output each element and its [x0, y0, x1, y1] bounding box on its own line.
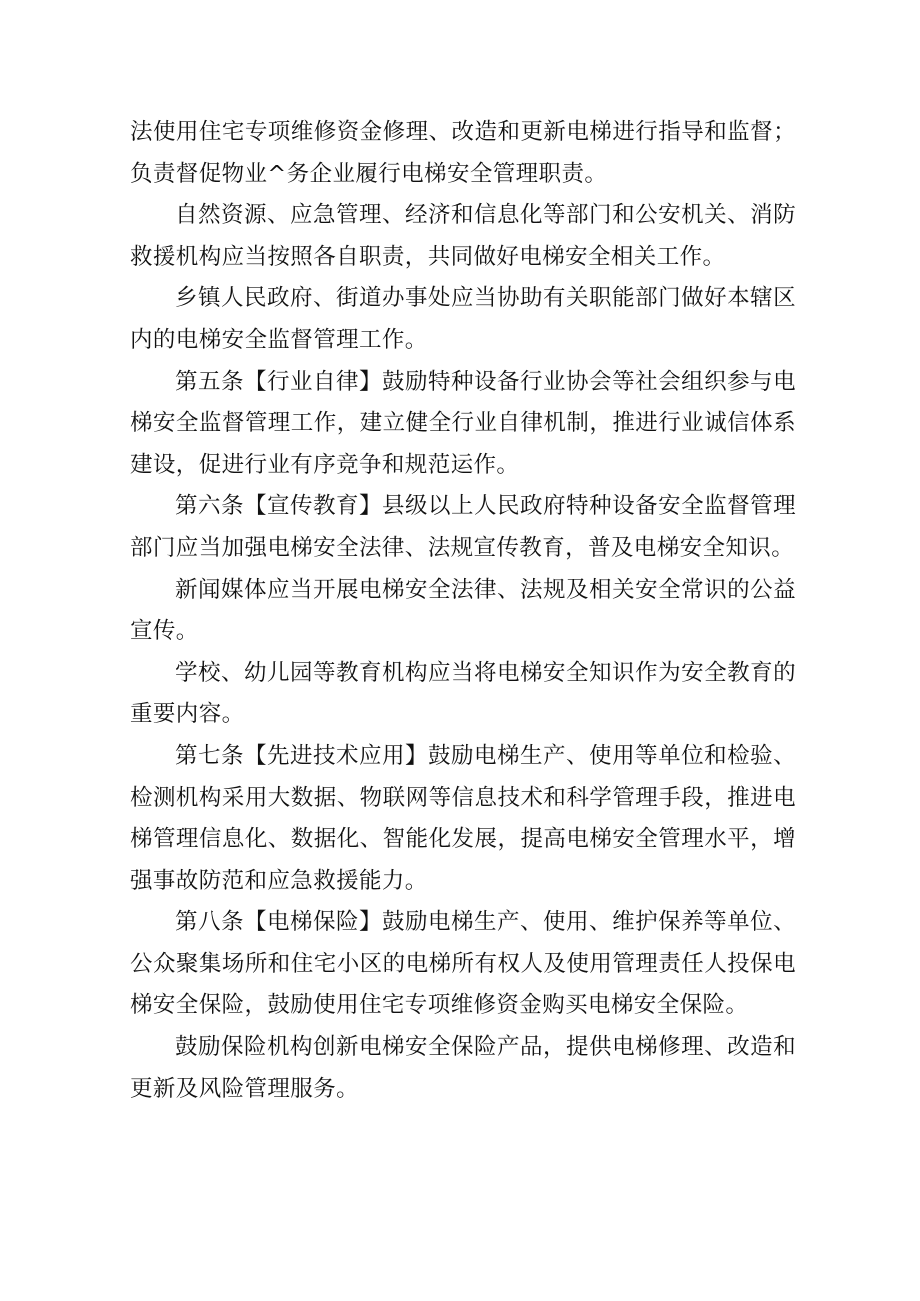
article-5-paragraph: 第五条【行业自律】鼓励特种设备行业协会等社会组织参与电梯安全监督管理工作，建立健全行业自律机制，推进行业诚信体系建设，促进行业有序竞争和规范运作。 — [130, 368, 796, 478]
document-body — [130, 112, 796, 1110]
paragraph: 自然资源、应急管理、经济和信息化等部门和公安机关、消防救援机构应当按照各自职责，共同做好电梯安全相关工作。 — [130, 202, 796, 270]
paragraph: 新闻媒体应当开展电梯安全法律、法规及相关安全常识的公益宣传。 — [130, 576, 796, 645]
article-6-paragraph: 第六条【宣传教育】县级以上人民政府特种设备安全监督管理部门应当加强电梯安全法律、法规宣传教育，普及电梯安全知识。 — [130, 493, 796, 561]
article-7-paragraph: 第七条【先进技术应用】鼓励电梯生产、使用等单位和检验、检测机构采用大数据、物联网等信息技术和科学管理手段，推进电梯管理信息化、数据化、智能化发展，提高电梯安全管理水平，增强事故防范和应急救援能力。 — [130, 742, 796, 894]
paragraph: 乡镇人民政府、街道办事处应当协助有关职能部门做好本辖区内的电梯安全监督管理工作。 — [130, 285, 796, 353]
article-8-paragraph: 第八条【电梯保险】鼓励电梯生产、使用、维护保养等单位、公众聚集场所和住宅小区的电梯所有权人及使用管理责任人投保电梯安全保险，鼓励使用住宅专项维修资金购买电梯安全保险。 — [130, 909, 796, 1019]
paragraph: 鼓励保险机构创新电梯安全保险产品，提供电梯修理、改造和更新及风险管理服务。 — [130, 1034, 796, 1102]
paragraph-continuation: 法使用住宅专项维修资金修理、改造和更新电梯进行指导和监督；负责督促物业^务企业履行电梯安全管理职责。 — [130, 119, 796, 187]
paragraph: 学校、幼儿园等教育机构应当将电梯安全知识作为安全教育的重要内容。 — [130, 659, 796, 728]
